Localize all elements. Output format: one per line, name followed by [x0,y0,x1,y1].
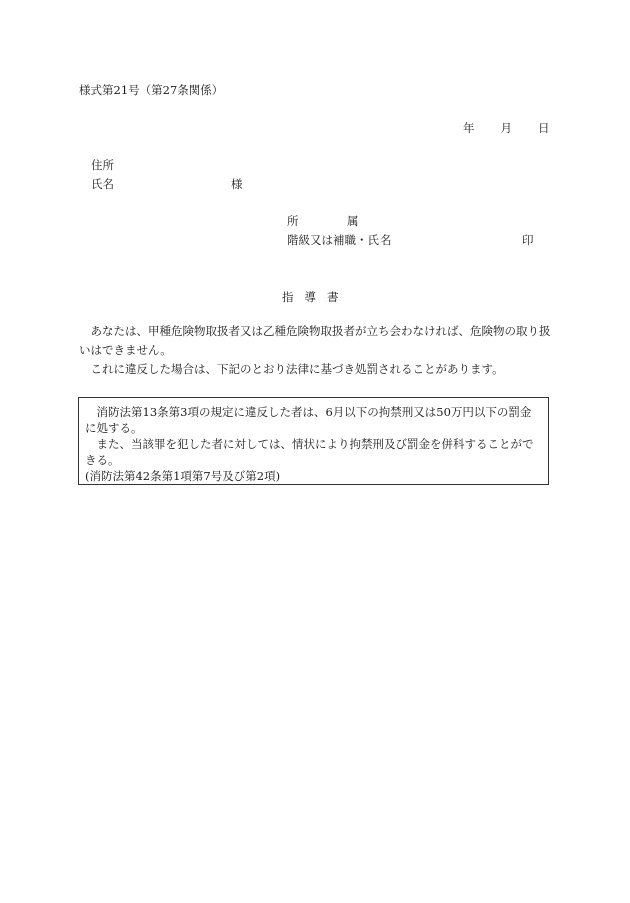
body-paragraph-1: あなたは、甲種危険物取扱者又は乙種危険物取扱者が立ち会わなければ、危険物の取り扱いはできません。 [79,324,551,357]
name-label: 氏名 [91,177,114,191]
penalty-clause-2: また、当該罪を犯した者に対しては、情状により拘禁刑及び罰金を併科することができる。 [85,437,534,467]
day-label: 日 [538,121,550,135]
date-line [463,120,550,136]
honorific: 様 [231,177,243,191]
document-title: 指導書 [282,290,350,304]
affiliation-label-suffix: 属 [347,214,359,228]
month-label: 月 [500,121,512,135]
body-paragraph-2: これに違反した場合は、下記のとおり法律に基づき処罰されることがあります。 [90,362,504,376]
address-label: 住所 [91,158,114,172]
seal-mark: 印 [522,233,534,247]
affiliation-label: 所 [287,214,299,228]
penalty-box [78,397,549,485]
penalty-clause-1: 消防法第13条第3項の規定に違反した者は、6月以下の拘禁刑又は50万円以下の罰金に処する。 [85,405,532,435]
year-label: 年 [463,121,475,135]
issuer-name-label: 名 [380,233,392,247]
form-number: 様式第21号（第27条関係） [79,83,224,97]
rank-label: 階級又は補職・氏 [287,233,379,247]
law-reference: (消防法第42条第1項第7号及び第2項) [85,469,281,483]
